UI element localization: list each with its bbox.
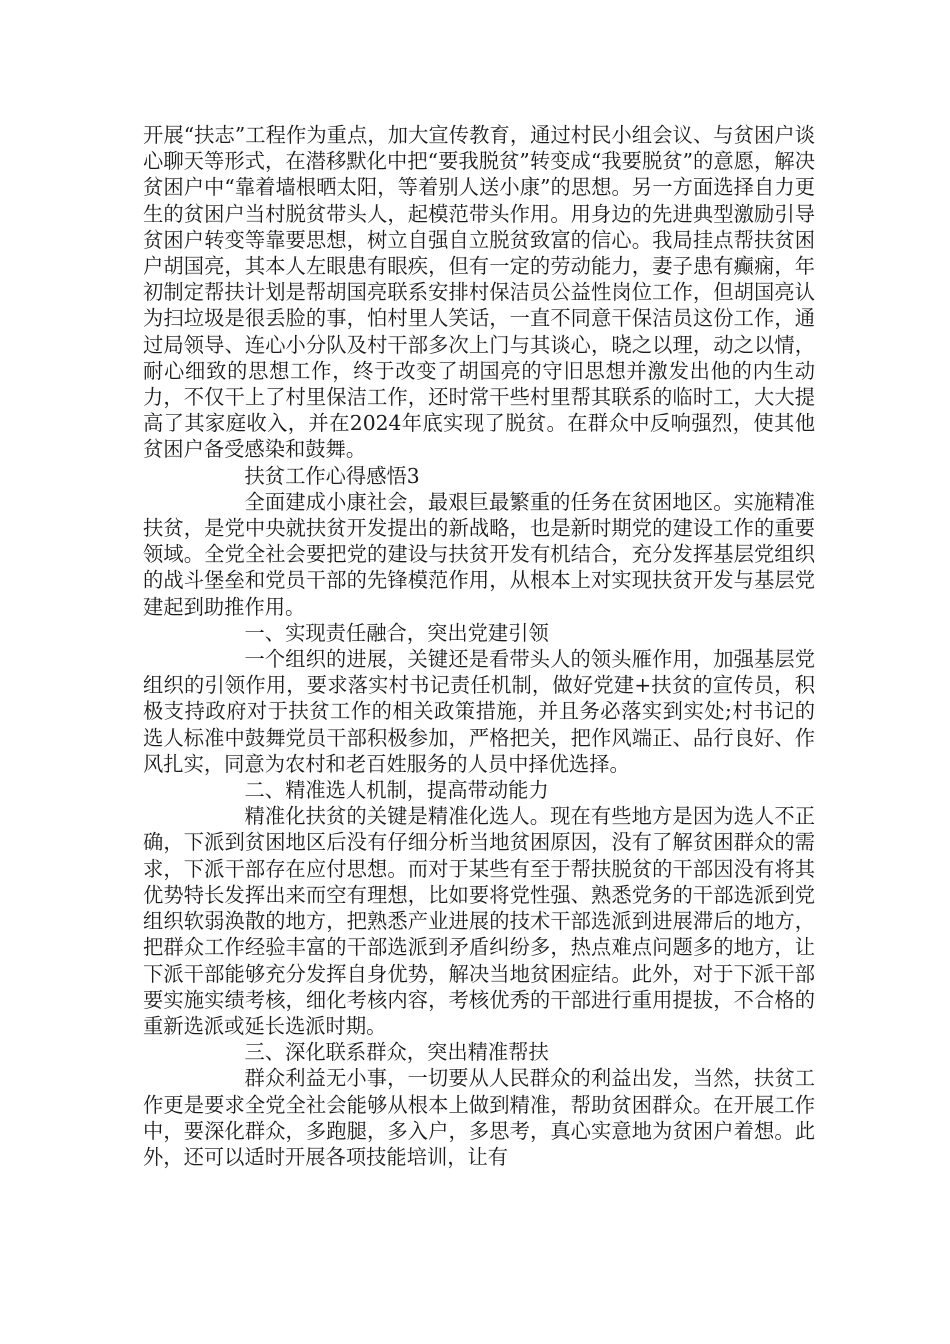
- section-heading: 一、实现责任融合，突出党建引领: [244, 620, 549, 645]
- paragraph-body: 全面建成小康社会，最艰巨最繁重的任务在贫困地区。实施精准扶贫，是党中央就扶贫开发提出的新战略，也是新时期党的建设工作的重要领域。全党全社会要把党的建设与扶贫开发有机结合，充分发挥基层党组织的战斗堡垒和党员干部的先锋模范作用，从根本上对实现扶贫开发与基层党建起到助推作用。: [143, 489, 815, 619]
- section-heading: 二、精准选人机制，提高带动能力: [244, 778, 549, 803]
- paragraph-body: 群众利益无小事，一切要从人民群众的利益出发，当然，扶贫工作更是要求全党全社会能够从根本上做到精准，帮助贫困群众。在开展工作中，要深化群众，多跑腿，多入户，多思考，真心实意地为贫困户着想。此外，还可以适时开展各项技能培训，让有: [143, 1066, 815, 1169]
- paragraph-body: 精准化扶贫的关键是精准化选人。现在有些地方是因为选人不正确，下派到贫困地区后没有仔细分析当地贫困原因，没有了解贫困群众的需求，下派干部存在应付思想。而对于某些有至于帮扶脱贫的干部因没有将其优势特长发挥出来而空有理想，比如要将党性强、熟悉党务的干部选派到党组织软弱涣散的地方，把熟悉产业进展的技术干部选派到进展滞后的地方，把群众工作经验丰富的干部选派到矛盾纠纷多，热点难点问题多的地方，让下派干部能够充分发挥自身优势，解决当地贫困症结。此外，对于下派干部要实施实绩考核，细化考核内容，考核优秀的干部进行重用提拔，不合格的重新选派或延长选派时期。: [143, 804, 815, 1038]
- document-page: [143, 122, 815, 1170]
- section-title: 扶贫工作心得感悟3: [244, 463, 420, 488]
- paragraph-body: 一个组织的进展，关键还是看带头人的领头雁作用，加强基层党组织的引领作用，要求落实村书记责任机制，做好党建+扶贫的宣传员，积极支持政府对于扶贫工作的相关政策措施，并且务必落实到实处;村书记的选人标准中鼓舞党员干部积极参加，严格把关，把作风端正、品行良好、作风扎实，同意为农村和老百姓服务的人员中择优选择。: [143, 647, 815, 776]
- paragraph-body: 开展“扶志”工程作为重点，加大宣传教育，通过村民小组会议、与贫困户谈心聊天等形式，在潜移默化中把“要我脱贫”转变成“我要脱贫”的意愿，解决贫困户中“靠着墙根晒太阳，等着别人送小康”的思想。另一方面选择自力更生的贫困户当村脱贫带头人，起模范带头作用。用身边的先进典型激励引导贫困户转变等靠要思想，树立自强自立脱贫致富的信心。我局挂点帮扶贫困户胡国亮，其本人左眼患有眼疾，但有一定的劳动能力，妻子患有癫痫，年初制定帮扶计划是帮胡国亮联系安排村保洁员公益性岗位工作，但胡国亮认为扫垃圾是很丢脸的事，怕村里人笑话，一直不同意干保洁员这份工作，通过局领导、连心小分队及村干部多次上门与其谈心，晓之以理，动之以情，耐心细致的思想工作，终于改变了胡国亮的守旧思想并激发出他的内生动力，不仅干上了村里保洁工作，还时常干些村里帮其联系的临时工，大大提高了其家庭收入，并在2024年底实现了脱贫。在群众中反响强烈，使其他贫困户备受感染和鼓舞。: [143, 123, 815, 462]
- section-heading: 三、深化联系群众，突出精准帮扶: [244, 1040, 549, 1065]
